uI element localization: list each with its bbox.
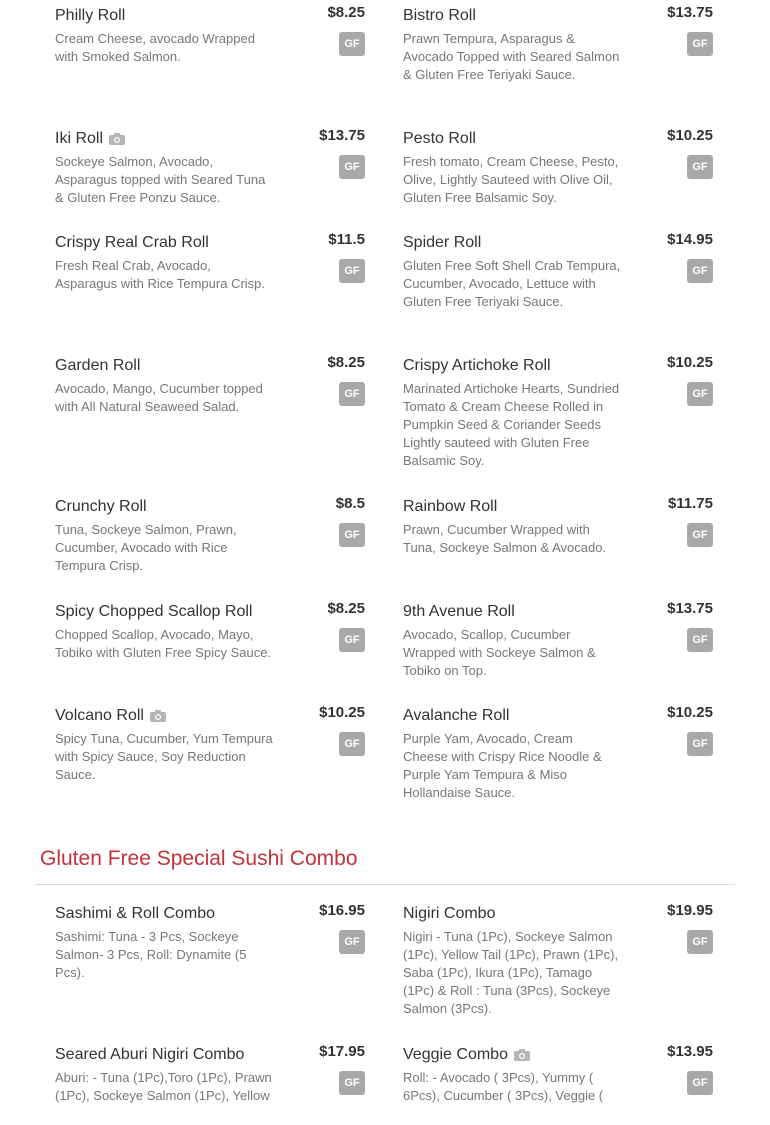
menu-item[interactable] (403, 129, 751, 233)
menu-item-description: Avocado, Mango, Cucumber topped with All Natural Seaweed Salad. (55, 381, 263, 414)
gluten-free-badge: GF (339, 930, 365, 954)
menu-item-name[interactable] (403, 602, 643, 622)
menu-item[interactable] (403, 233, 751, 356)
gluten-free-badge: GF (339, 32, 365, 56)
menu-item-name[interactable] (55, 904, 295, 924)
menu-item-name-text: Avalanche Roll (403, 707, 510, 724)
menu-item-name[interactable] (55, 129, 295, 149)
menu-item-price: $13.75 (319, 127, 365, 144)
menu-item-name-text: Crispy Real Crab Roll (55, 234, 209, 251)
menu-item[interactable] (403, 356, 751, 497)
menu-item-description: Avocado, Scallop, Cucumber Wrapped with Sockeye Salmon & Tobiko on Top. (403, 627, 596, 678)
menu-item-name-text: 9th Avenue Roll (403, 603, 515, 620)
menu-item-name[interactable] (55, 233, 295, 253)
menu-item-name[interactable] (403, 904, 643, 924)
menu-item-description: Sockeye Salmon, Avocado, Asparagus topped with Seared Tuna & Gluten Free Ponzu Sauce. (55, 154, 266, 205)
menu-item-price: $8.25 (327, 600, 365, 617)
gluten-free-badge: GF (687, 930, 713, 954)
menu-item-name-text: Bistro Roll (403, 7, 476, 24)
menu-item-price: $8.25 (327, 354, 365, 371)
menu-item-name[interactable] (55, 1045, 295, 1065)
menu-item-name[interactable] (55, 497, 295, 517)
menu-item-description: Roll: - Avocado ( 3Pcs), Yummy ( 6Pcs), Cucumber ( 3Pcs), Veggie ( (403, 1070, 604, 1103)
rolls-grid (0, 6, 770, 826)
menu-item-name-text: Spicy Chopped Scallop Roll (55, 603, 253, 620)
menu-item[interactable] (403, 706, 751, 826)
menu-item-price: $17.95 (319, 1043, 365, 1060)
menu-item-price: $10.25 (667, 127, 713, 144)
gluten-free-badge: GF (339, 1071, 365, 1095)
menu-item-name-text: Crunchy Roll (55, 498, 147, 515)
menu-item-name[interactable] (403, 6, 643, 26)
menu-item-price: $19.95 (667, 902, 713, 919)
menu-item-name-text: Philly Roll (55, 7, 126, 24)
menu-item-name[interactable] (403, 497, 643, 517)
menu-item-price: $10.25 (667, 704, 713, 721)
menu-item[interactable] (55, 497, 403, 602)
menu-item-description: Purple Yam, Avocado, Cream Cheese with Crispy Rice Noodle & Purple Yam Tempura & Miso Hollandaise Sauce. (403, 731, 602, 800)
menu-item-name[interactable] (55, 356, 295, 376)
camera-icon[interactable] (514, 1049, 530, 1061)
menu-item-name-text: Pesto Roll (403, 130, 476, 147)
menu-item-price: $13.95 (667, 1043, 713, 1060)
menu-item-price: $13.75 (667, 600, 713, 617)
gluten-free-badge: GF (339, 523, 365, 547)
menu-item-description: Aburi: - Tuna (1Pc),Toro (1Pc), Prawn (1Pc), Sockeye Salmon (1Pc), Yellow (55, 1070, 272, 1103)
menu-item[interactable] (403, 602, 751, 706)
menu-item[interactable] (403, 1045, 751, 1125)
menu-item-price: $14.95 (667, 231, 713, 248)
menu-item-name[interactable] (55, 706, 295, 726)
gluten-free-badge: GF (339, 382, 365, 406)
menu-item-description: Spicy Tuna, Cucumber, Yum Tempura with Spicy Sauce, Soy Reduction Sauce. (55, 731, 273, 782)
menu-item-price: $8.5 (335, 495, 365, 512)
menu-item-description: Sashimi: Tuna - 3 Pcs, Sockeye Salmon- 3 Pcs, Roll: Dynamite (5 Pcs). (55, 929, 247, 980)
menu-item-price: $10.25 (319, 704, 365, 721)
menu-item-price: $8.25 (327, 4, 365, 21)
menu-item-name-text: Rainbow Roll (403, 498, 498, 515)
menu-item-price: $11.5 (328, 231, 365, 248)
menu-item[interactable] (55, 602, 403, 706)
menu-item[interactable] (403, 6, 751, 129)
menu-item-description: Marinated Artichoke Hearts, Sundried Tomato & Cream Cheese Rolled in Pumpkin Seed & Coriander Seeds Lightly sauteed with Gluten Free Balsamic Soy. (403, 381, 620, 468)
menu-item-description: Fresh tomato, Cream Cheese, Pesto, Olive, Lightly Sauteed with Olive Oil, Gluten Free Balsamic Soy. (403, 154, 619, 205)
menu-item-name-text: Nigiri Combo (403, 905, 496, 922)
menu-item-price: $16.95 (319, 902, 365, 919)
menu-item[interactable] (403, 904, 751, 1045)
gluten-free-badge: GF (687, 628, 713, 652)
gluten-free-badge: GF (687, 32, 713, 56)
menu-item-name[interactable] (403, 129, 643, 149)
gluten-free-badge: GF (687, 1071, 713, 1095)
menu-item[interactable] (55, 129, 403, 233)
menu-item-price: $11.75 (667, 495, 713, 512)
menu-item-name-text: Veggie Combo (403, 1046, 508, 1063)
menu-item[interactable] (403, 497, 751, 602)
menu-item-name[interactable] (403, 233, 643, 253)
menu-item-description: Cream Cheese, avocado Wrapped with Smoked Salmon. (55, 31, 255, 64)
menu-item-name-text: Garden Roll (55, 357, 141, 374)
gluten-free-badge: GF (339, 259, 365, 283)
menu-item-name[interactable] (55, 602, 295, 622)
menu-item-name[interactable] (403, 356, 643, 376)
gluten-free-badge: GF (339, 732, 365, 756)
gluten-free-badge: GF (687, 155, 713, 179)
menu-item[interactable] (55, 706, 403, 826)
menu-item-name-text: Seared Aburi Nigiri Combo (55, 1046, 245, 1063)
menu-item[interactable] (55, 6, 403, 129)
gluten-free-badge: GF (339, 155, 365, 179)
menu-item-name[interactable] (55, 6, 295, 26)
menu-item-name-text: Spider Roll (403, 234, 482, 251)
menu-item-description: Prawn, Cucumber Wrapped with Tuna, Sockeye Salmon & Avocado. (403, 522, 607, 555)
gluten-free-badge: GF (687, 382, 713, 406)
menu-item[interactable] (55, 904, 403, 1045)
combo-grid (0, 904, 770, 1125)
menu-item-name[interactable] (403, 706, 643, 726)
menu-item[interactable] (55, 356, 403, 497)
gluten-free-badge: GF (687, 523, 713, 547)
menu-item-name-text: Crispy Artichoke Roll (403, 357, 551, 374)
menu-item-description: Tuna, Sockeye Salmon, Prawn, Cucumber, Avocado with Rice Tempura Crisp. (55, 522, 237, 573)
menu-item-price: $13.75 (667, 4, 713, 21)
camera-icon[interactable] (109, 133, 125, 145)
section-divider (35, 884, 735, 885)
menu-item-name-text: Volcano Roll (55, 707, 144, 724)
menu-item-description: Gluten Free Soft Shell Crab Tempura, Cucumber, Avocado, Lettuce with Gluten Free Teriyaki Sauce. (403, 258, 621, 309)
menu-item[interactable] (55, 233, 403, 356)
menu-item[interactable] (55, 1045, 403, 1125)
gluten-free-badge: GF (687, 259, 713, 283)
menu-item-description: Prawn Tempura, Asparagus & Avocado Topped with Seared Salmon & Gluten Free Teriyaki Sauce. (403, 31, 620, 82)
menu-item-description: Nigiri - Tuna (1Pc), Sockeye Salmon (1Pc), Yellow Tail (1Pc), Prawn (1Pc), Saba (1Pc), Ikura (1Pc), Tamago (1Pc) & Roll : Tuna (3Pcs), Sockeye Salmon (3Pcs). (403, 929, 619, 1016)
menu-item-description: Chopped Scallop, Avocado, Mayo, Tobiko with Gluten Free Spicy Sauce. (55, 627, 272, 660)
menu-item-name-text: Iki Roll (55, 130, 104, 147)
menu-item-description: Fresh Real Crab, Avocado, Asparagus with Rice Tempura Crisp. (55, 258, 266, 291)
section-title: Gluten Free Special Sushi Combo (40, 847, 358, 870)
camera-icon[interactable] (150, 710, 166, 722)
gluten-free-badge: GF (687, 732, 713, 756)
menu-item-name[interactable] (403, 1045, 643, 1065)
menu-item-name-text: Sashimi & Roll Combo (55, 905, 216, 922)
menu-item-price: $10.25 (667, 354, 713, 371)
gluten-free-badge: GF (339, 628, 365, 652)
